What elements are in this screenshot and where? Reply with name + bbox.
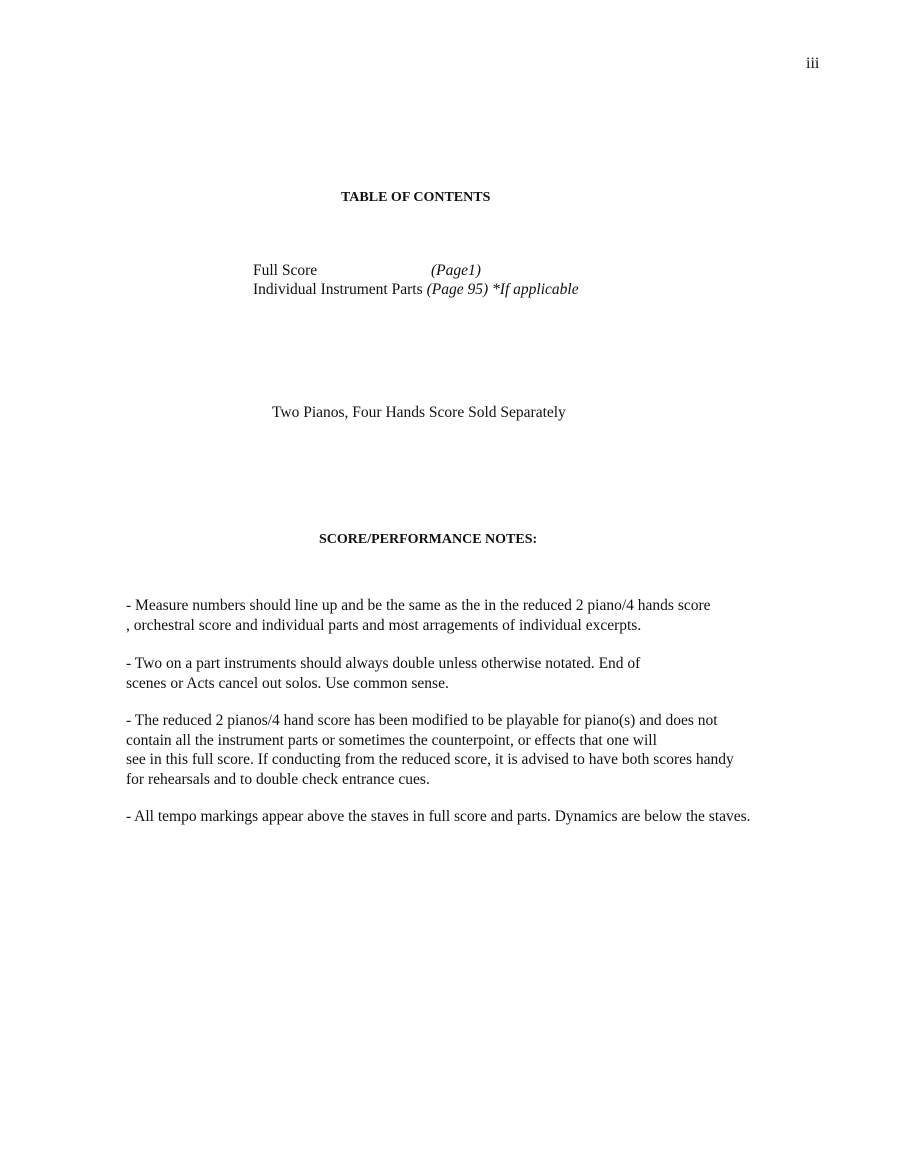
note-line: contain all the instrument parts or sometimes the counterpoint, or effects that one will	[126, 731, 657, 749]
note-line: - The reduced 2 pianos/4 hand score has been modified to be playable for piano(s) and does not	[126, 712, 718, 729]
note-line: , orchestral score and individual parts and most arragements of individual excerpts.	[126, 616, 642, 634]
separate-score-note: Two Pianos, Four Hands Score Sold Separately	[272, 404, 566, 421]
performance-note-doubling	[126, 654, 640, 693]
page-number: iii	[806, 55, 820, 72]
notes-heading: SCORE/PERFORMANCE NOTES:	[319, 532, 538, 547]
performance-note-measure-numbers	[126, 596, 711, 635]
toc-entry-label: Individual Instrument Parts	[253, 281, 423, 298]
toc-entry-page-ref: (Page1)	[431, 262, 481, 279]
toc-heading: TABLE OF CONTENTS	[341, 190, 491, 205]
note-line: - All tempo markings appear above the staves in full score and parts. Dynamics are below the staves.	[126, 808, 751, 825]
performance-note-reduced-score	[126, 711, 734, 789]
performance-note-tempo-markings	[126, 807, 751, 827]
note-line: - Two on a part instruments should always double unless otherwise notated. End of	[126, 655, 641, 672]
toc-entry-page-ref: (Page 95) *If applicable	[426, 281, 579, 298]
toc-entry-individual-parts	[253, 281, 579, 299]
note-line: see in this full score. If conducting from the reduced score, it is advised to have both scores handy	[126, 751, 734, 768]
toc-entry-full-score	[253, 262, 481, 280]
toc-entry-label: Full Score	[253, 262, 318, 279]
note-line: scenes or Acts cancel out solos. Use common sense.	[126, 674, 449, 692]
note-line: for rehearsals and to double check entrance cues.	[126, 770, 430, 788]
note-line: - Measure numbers should line up and be the same as the in the reduced 2 piano/4 hands score	[126, 597, 711, 614]
